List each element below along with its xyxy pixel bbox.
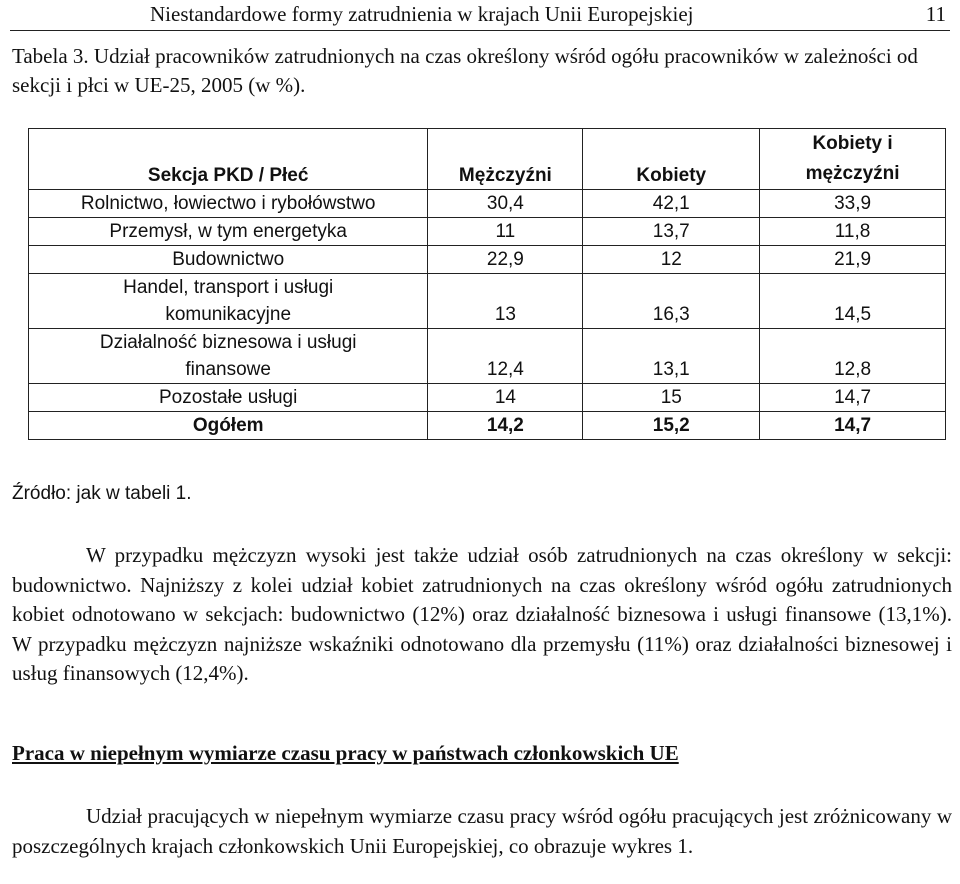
row-label: Rolnictwo, łowiectwo i rybołówstwo [29, 190, 428, 218]
row-label: Przemysł, w tym energetyka [29, 218, 428, 246]
table-row [29, 329, 946, 384]
total-women: 15,2 [583, 412, 760, 440]
row-all: 14,7 [760, 384, 946, 412]
header-cell-total-text: Kobiety i mężczyźni [805, 133, 900, 184]
header-cell-total [760, 129, 946, 190]
paragraph [12, 541, 952, 689]
table-row [29, 190, 946, 218]
data-table [28, 128, 946, 440]
row-label: Działalność biznesowa i usługi finansowe [29, 329, 428, 384]
row-women: 15 [583, 384, 760, 412]
total-label: Ogółem [29, 412, 428, 440]
row-men: 11 [428, 218, 583, 246]
row-women: 13,7 [583, 218, 760, 246]
table-header-row [29, 129, 946, 190]
row-women: 16,3 [583, 274, 760, 329]
row-women: 12 [583, 246, 760, 274]
table-row [29, 384, 946, 412]
table-row [29, 274, 946, 329]
row-men: 13 [428, 274, 583, 329]
section-heading: Praca w niepełnym wymiarze czasu pracy w państwach członkowskich UE [12, 741, 679, 765]
paragraph-text: Udział pracujących w niepełnym wymiarze czasu pracy wśród ogółu pracujących jest zróżnicowany w poszczególnych krajach członkowskich Unii Europejskiej, co obrazuje wykres 1. [12, 804, 952, 858]
row-label: Pozostałe usługi [29, 384, 428, 412]
total-men: 14,2 [428, 412, 583, 440]
running-title: Niestandardowe formy zatrudnienia w krajach Unii Europejskiej [150, 2, 694, 26]
row-label: Budownictwo [29, 246, 428, 274]
row-women: 42,1 [583, 190, 760, 218]
row-all: 33,9 [760, 190, 946, 218]
paragraph-text: W przypadku mężczyzn wysoki jest także udział osób zatrudnionych na czas określony w sekcji: budownictwo. Najniższy z kolei udział kobiet zatrudnionych na czas określony wśród ogółu zatrudnionych kobiet odnotowano w sekcjach: budownictwo (12%) oraz działalność biznesowa i usługi finansowe (13,1%). W przypadku mężczyzn najniższe wskaźniki odnotowano dla przemysłu (11%) oraz działalności biznesowej i usług finansowych (12,4%). [12, 543, 952, 686]
running-header [10, 0, 950, 31]
table-caption: Tabela 3. Udział pracowników zatrudnionych na czas określony wśród ogółu pracowników w zależności od sekcji i płci w UE-25, 2005 (w %). [12, 44, 918, 97]
total-all: 14,7 [760, 412, 946, 440]
row-all: 21,9 [760, 246, 946, 274]
header-cell-women: Kobiety [583, 129, 760, 190]
row-women: 13,1 [583, 329, 760, 384]
page-number: 11 [925, 2, 946, 26]
table-row [29, 246, 946, 274]
row-all: 11,8 [760, 218, 946, 246]
table-body [29, 190, 946, 440]
row-men: 14 [428, 384, 583, 412]
header-cell-men: Mężczyźni [428, 129, 583, 190]
row-all: 14,5 [760, 274, 946, 329]
table-row [29, 218, 946, 246]
table-source: Źródło: jak w tabeli 1. [12, 483, 192, 504]
row-men: 30,4 [428, 190, 583, 218]
row-label: Handel, transport i usługi komunikacyjne [29, 274, 428, 329]
row-men: 22,9 [428, 246, 583, 274]
header-cell-section: Sekcja PKD / Płeć [29, 129, 428, 190]
table-total-row [29, 412, 946, 440]
row-men: 12,4 [428, 329, 583, 384]
row-all: 12,8 [760, 329, 946, 384]
paragraph [12, 802, 952, 861]
